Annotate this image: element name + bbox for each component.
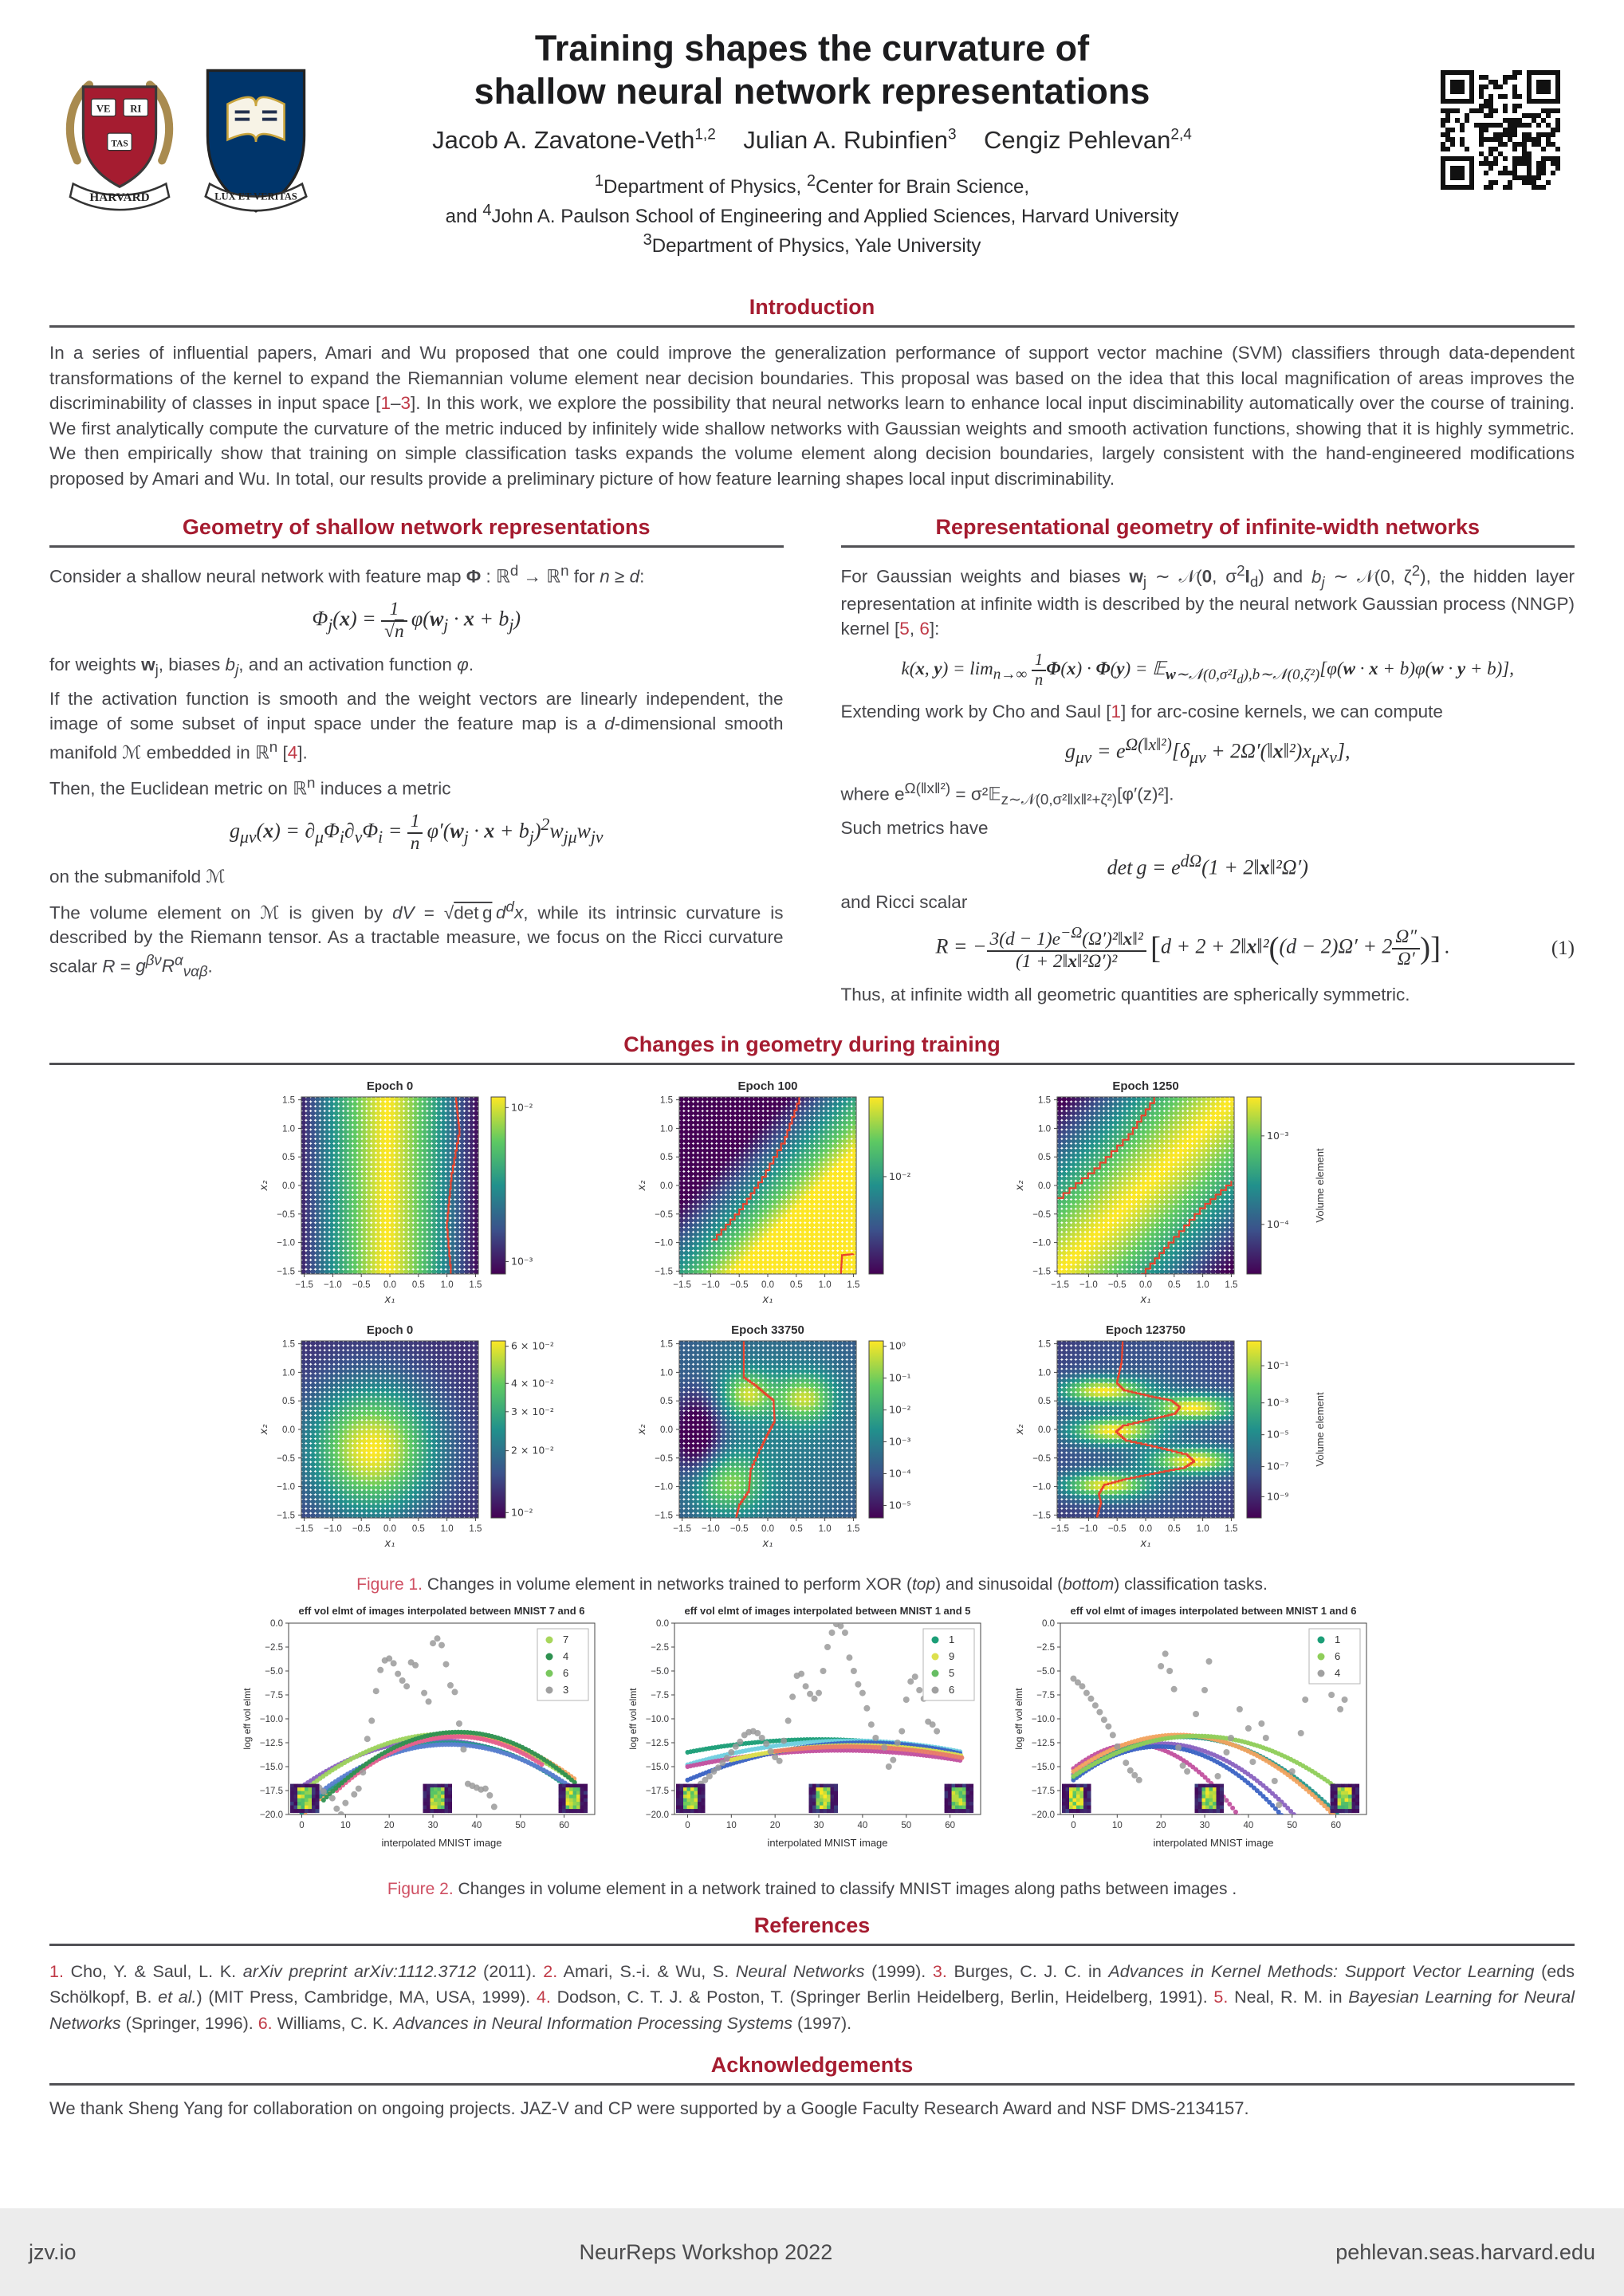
scatter-mnist-1-5: [625, 1602, 1000, 1866]
heatmap-xor-epoch-100: [635, 1078, 990, 1317]
section-references: [49, 1913, 1575, 2037]
two-column-section: [49, 515, 1575, 1015]
equation-nngp-kernel: k(x, $y) = \lim_{n\to\infty}$ $\frac{1}{n}$ Φ(x) · Φ(y) = 𝔼$_{w\sim 𝒩(0,\sigma^2I_d),b\sim 𝒩(0,\zeta^2)}$[φ(w · x + b)φ(w · y + b)],: [901, 651, 1514, 690]
equation-metric-infinite: $g_{\mu\nu} = e^{\Omega(‖x‖^2)}[\delta_{\mu\nu}$ + $2\Omega'(‖x‖^2)x_\mu x_\nu$],: [1064, 734, 1351, 767]
page-title: Training shapes the curvature of shallow neural network representations: [474, 28, 1150, 112]
footer-right-url: pehlevan.seas.harvard.edu: [1335, 2239, 1595, 2264]
yale-logo: [193, 59, 319, 218]
infinite-width-heading: Representational geometry of infinite-width networks: [935, 515, 1480, 539]
scatter-mnist-1-6: [1011, 1602, 1386, 1866]
heatmap-sin-epoch-0: [257, 1322, 612, 1561]
figure1-bottom-row: [49, 1322, 1575, 1561]
section-acknowledgements: [49, 2053, 1575, 2119]
section-introduction: [49, 295, 1575, 491]
introduction-text: In a series of influential papers, Amari and Wu proposed that one could improve the generalization performance of support vector machine (SVM) classifiers through data-dependent transformations of the kernel to expand the Riemannian volume element near decision boundaries. This proposal was based on the idea that this local magnification of areas improves the discriminability of classes in input space [1–3]. In this work, we explore the possibility that neural networks learn to enhance local input disciminability automatically over the course of training. We first analytically compute the curvature of the metric induced by infinitely wide shallow networks with Gaussian weights and smooth activation functions, showing that it is highly symmetric. We then empirically show that training on simple classification tasks expands the volume element along decision boundaries, largely consistent with the hand-engineered modifications proposed by Amari and Wu. In total, our results provide a preliminary picture of how feature learning shapes local input discriminability.: [49, 343, 1575, 489]
acknowledgements-heading: Acknowledgements: [710, 2052, 914, 2077]
heatmap-xor-epoch-0: [257, 1078, 612, 1317]
divider: [49, 545, 784, 548]
geometry-heading: Geometry of shallow network representations: [182, 515, 651, 539]
figure1-caption: Figure 1. Changes in volume element in networks trained to perform XOR (top) and sinusoidal (bottom) classification tasks.: [356, 1575, 1268, 1594]
equation-induced-metric: $g_{\mu\nu}(x) = \partial_\mu\Phi_i\partial_\nu\Phi_i$ = $\frac{1}{n}$ $\varphi'(w_j \cdot x + b_j)^2w_{j\mu}w_{j\nu}$: [229, 811, 604, 854]
divider: [49, 2083, 1575, 2086]
footer-center-text: NeurReps Workshop 2022: [579, 2239, 833, 2264]
equation-det-g: $\det g = e^{d\Omega}(1$ + 2‖x‖²Ω′): [1107, 851, 1308, 879]
svg-text:HARVARD: HARVARD: [89, 191, 150, 204]
divider: [49, 325, 1575, 328]
references-heading: References: [753, 1913, 871, 1937]
geometry-p3: If the activation function is smooth and the weight vectors are linearly independent, the image of some subset of input space under the feature map is a d-dimensional smooth manifold ℳ embedded in ℝ$^n$ [4].: [49, 688, 784, 763]
infinite-p2: Extending work by Cho and Saul [1] for arc-cosine kernels, we can compute: [840, 701, 1443, 721]
infinite-p5: and Ricci scalar: [840, 891, 968, 912]
svg-text:VE: VE: [96, 103, 111, 115]
heatmap-sin-epoch-33750: [635, 1322, 990, 1561]
harvard-logo: [59, 64, 180, 217]
figure2-row: [49, 1602, 1575, 1866]
geometry-p5: on the submanifold ℳ: [49, 866, 226, 887]
geometry-p6: The volume element on ℳ is given by dV = √det g $d^dx$, while its intrinsic curvature is described by the Riemann tensor. As a tractable measure, we focus on the Ricci curvature scalar $R = g^{\beta\nu}R^\alpha_{\nu\alpha\beta}$.: [49, 898, 784, 980]
affiliations: $^1$Department of Physics, $^2$Center for Brain Science, and $^4$John A. Paulson School of Engineering and Applied Sciences, Harvard University $^3$Department of Physics, Yale University: [445, 172, 1179, 258]
authors: Jacob A. Zavatone-Veth$^{1,2}$ Julian A. Rubinfien$^3$ Cengiz Pehlevan$^{2,4}$: [432, 126, 1192, 154]
acknowledgements-text: We thank Sheng Yang for collaboration on ongoing projects. JAZ-V and CP were supported by a Google Faculty Research Award and NSF DMS-2134157.: [49, 2097, 1249, 2118]
geometry-p2: for weights $w_j$, biases $b_j$, and an activation function φ.: [49, 654, 474, 678]
section-training: [49, 1032, 1575, 1899]
scatter-mnist-7-6: [239, 1602, 614, 1866]
section-infinite-width: [841, 515, 1575, 1015]
infinite-p3: where $e^{\Omega(‖x‖^2)}$ = σ²𝔼$_{z\sim 𝒩(0,\sigma^2‖x‖^2+\zeta^2)}$[φ′(z)²].: [840, 779, 1174, 808]
footer-left-url: jzv.io: [29, 2239, 77, 2264]
geometry-p1: Consider a shallow neural network with feature map Φ : ℝ$^d$ → ℝ$^n$ for n ≥ d:: [49, 562, 645, 587]
poster-header: [0, 0, 1624, 268]
infinite-p1: For Gaussian weights and biases $w_j$ ∼ 𝒩(0, $\sigma^2I_d$) and $b_j$ ∼ 𝒩(0, $\zeta^2$), the hidden layer representation at infinite width is described by the neural network Gaussian process (NNGP) kernel [5, 6]:: [840, 562, 1575, 639]
qr-code: [1441, 70, 1560, 190]
figure2-caption: Figure 2. Changes in volume element in a network trained to classify MNIST images along paths between images .: [387, 1879, 1237, 1898]
divider: [49, 1063, 1575, 1065]
svg-text:LUX ET VERITAS: LUX ET VERITAS: [214, 191, 297, 202]
infinite-p6: Thus, at infinite width all geometric quantities are spherically symmetric.: [840, 984, 1410, 1005]
introduction-heading: Introduction: [749, 295, 875, 319]
equation-number: (1): [1551, 938, 1575, 960]
heatmap-sin-epoch-123750: [1013, 1322, 1368, 1561]
geometry-p4: Then, the Euclidean metric on ℝ$^n$ induces a metric: [49, 773, 451, 799]
svg-text:TAS: TAS: [111, 139, 128, 149]
section-geometry: [49, 515, 784, 1015]
divider: [841, 545, 1575, 548]
heatmap-xor-epoch-1250: [1013, 1078, 1368, 1317]
svg-text:RI: RI: [130, 103, 142, 115]
figure1-top-row: [49, 1078, 1575, 1317]
equation-ricci-scalar: R = − $\frac{3(d - 1)e^{-\Omega}(\Omega')^2‖x‖^2}{\text{(1 + 2‖x‖²Ω′)²}}$ [d + 2 + 2‖x‖²((d − 2)Ω′ + 2 $\frac{\Omega''}{\Omega'}$ )] .: [935, 925, 1450, 972]
equation-feature-map: $\Phi_j(x)$ = $\frac{1}{√n}$ $\varphi(w_j \cdot x + b_j)$: [312, 599, 521, 643]
references-text: 1. Cho, Y. & Saul, L. K. arXiv preprint arXiv:1112.3712 (2011). 2. Amari, S.-i. & Wu, S. Neural Networks (1999). 3. Burges, C. J. C. in Advances in Kernel Methods: Support Vector Learning (eds Schölkopf, B. et al.) (MIT Press, Cambridge, MA, USA, 1999). 4. Dodson, C. T. J. & Poston, T. (Springer Berlin Heidelberg, Berlin, Heidelberg, 1991). 5. Neal, R. M. in Bayesian Learning for Neural Networks (Springer, 1996). 6. Williams, C. K. Advances in Neural Information Processing Systems (1997).: [49, 1961, 1575, 2033]
infinite-p4: Such metrics have: [840, 818, 989, 839]
footer: [0, 2208, 1624, 2296]
divider: [49, 1944, 1575, 1946]
training-heading: Changes in geometry during training: [623, 1032, 1001, 1056]
